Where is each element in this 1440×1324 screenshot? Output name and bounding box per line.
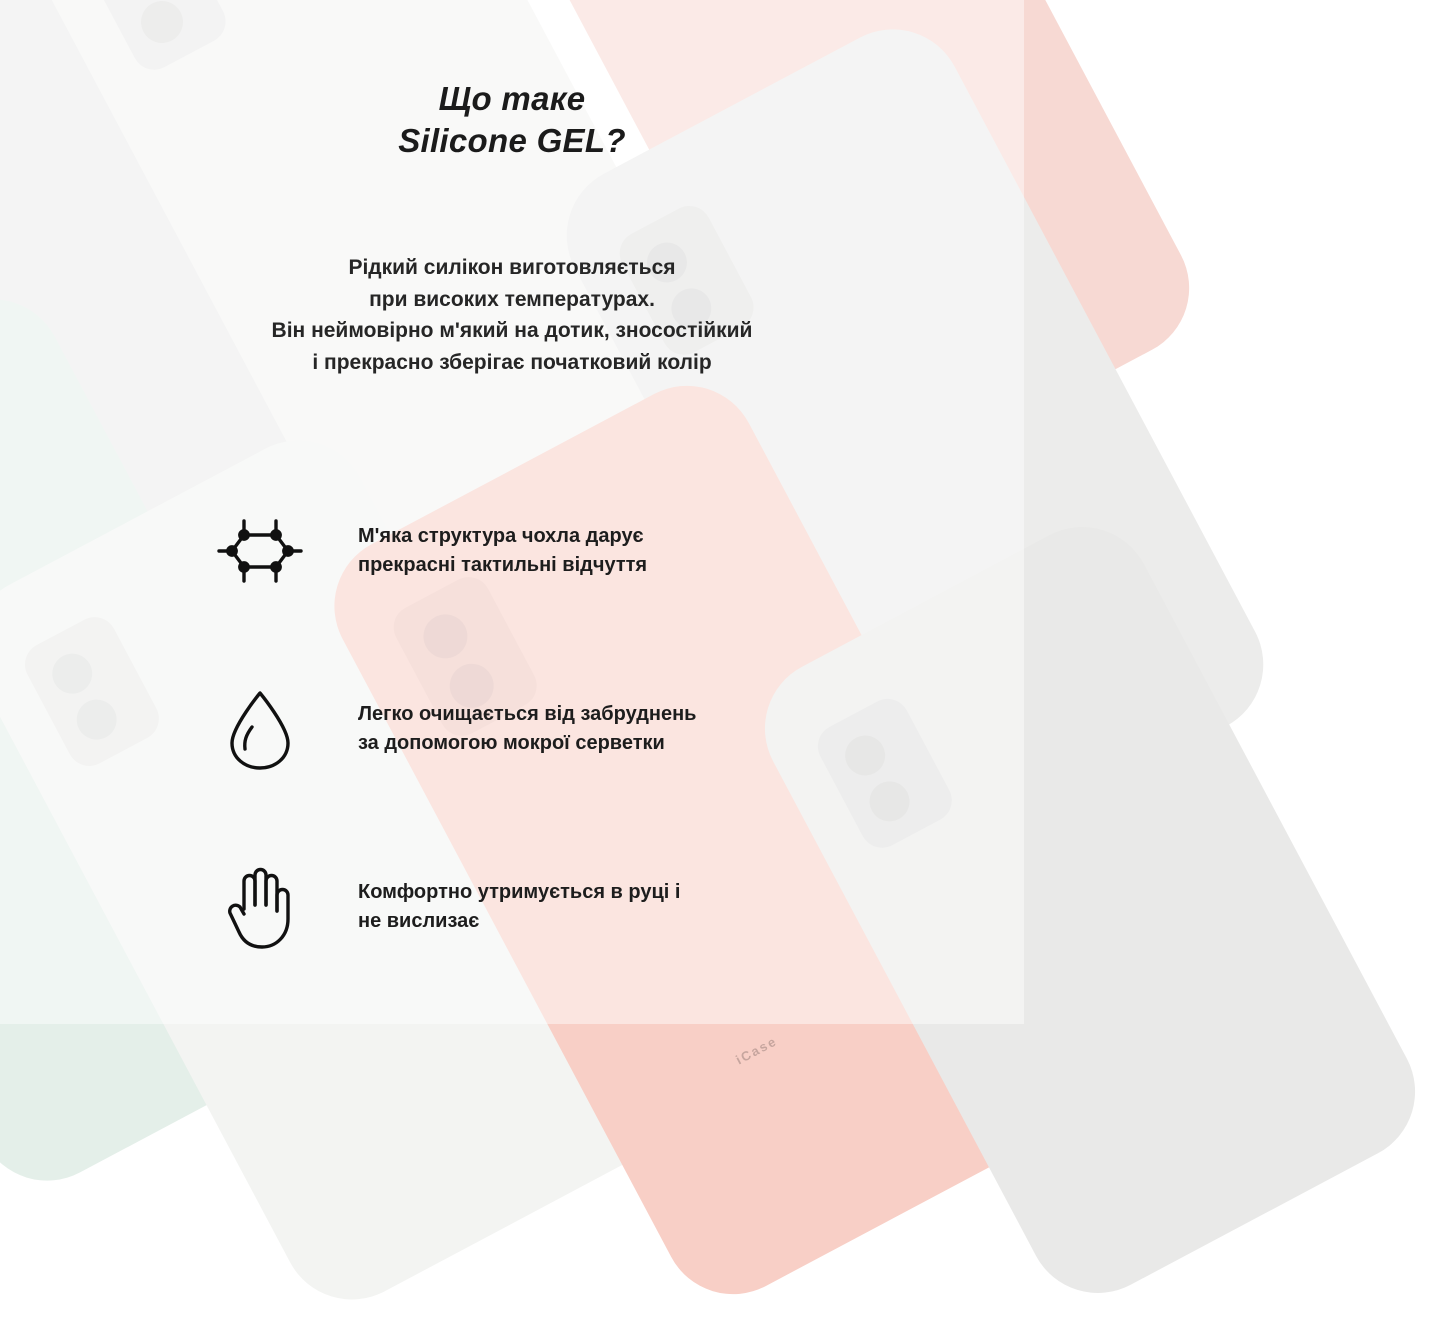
feature-text xyxy=(320,700,696,758)
feature-line-2: за допомогою мокрої серветки xyxy=(358,732,665,754)
hand-icon xyxy=(200,861,320,953)
title-line-2: Silicone GEL? xyxy=(398,122,626,160)
molecule-icon xyxy=(200,505,320,597)
feature-line-1: Комфортно утримується в руці і xyxy=(358,881,681,903)
water-drop-icon xyxy=(200,683,320,775)
brand-mark: iCase xyxy=(733,1033,780,1068)
feature-line-1: М'яка структура чохла дарує xyxy=(358,525,644,547)
feature-item-comfort-grip xyxy=(200,818,900,996)
feature-item-easy-clean xyxy=(200,640,900,818)
intro-paragraph xyxy=(0,252,1024,378)
intro-line-3: Він неймовірно м'який на дотик, зносостійкий xyxy=(271,319,753,342)
feature-line-2: прекрасні тактильні відчуття xyxy=(358,554,648,576)
feature-line-1: Легко очищається від забруднень xyxy=(358,703,697,725)
feature-list xyxy=(200,462,900,996)
feature-text xyxy=(320,878,680,936)
page-title xyxy=(0,78,1024,162)
intro-line-4: і прекрасно зберігає початковий колір xyxy=(312,350,712,374)
title-line-1: Що таке xyxy=(438,80,586,117)
intro-line-1: Рідкий силікон виготовляється xyxy=(348,256,676,279)
feature-line-2: не вислизає xyxy=(358,910,480,932)
feature-item-soft-structure xyxy=(200,462,900,640)
feature-text xyxy=(320,522,647,580)
intro-line-2: при високих температурах. xyxy=(369,287,655,311)
